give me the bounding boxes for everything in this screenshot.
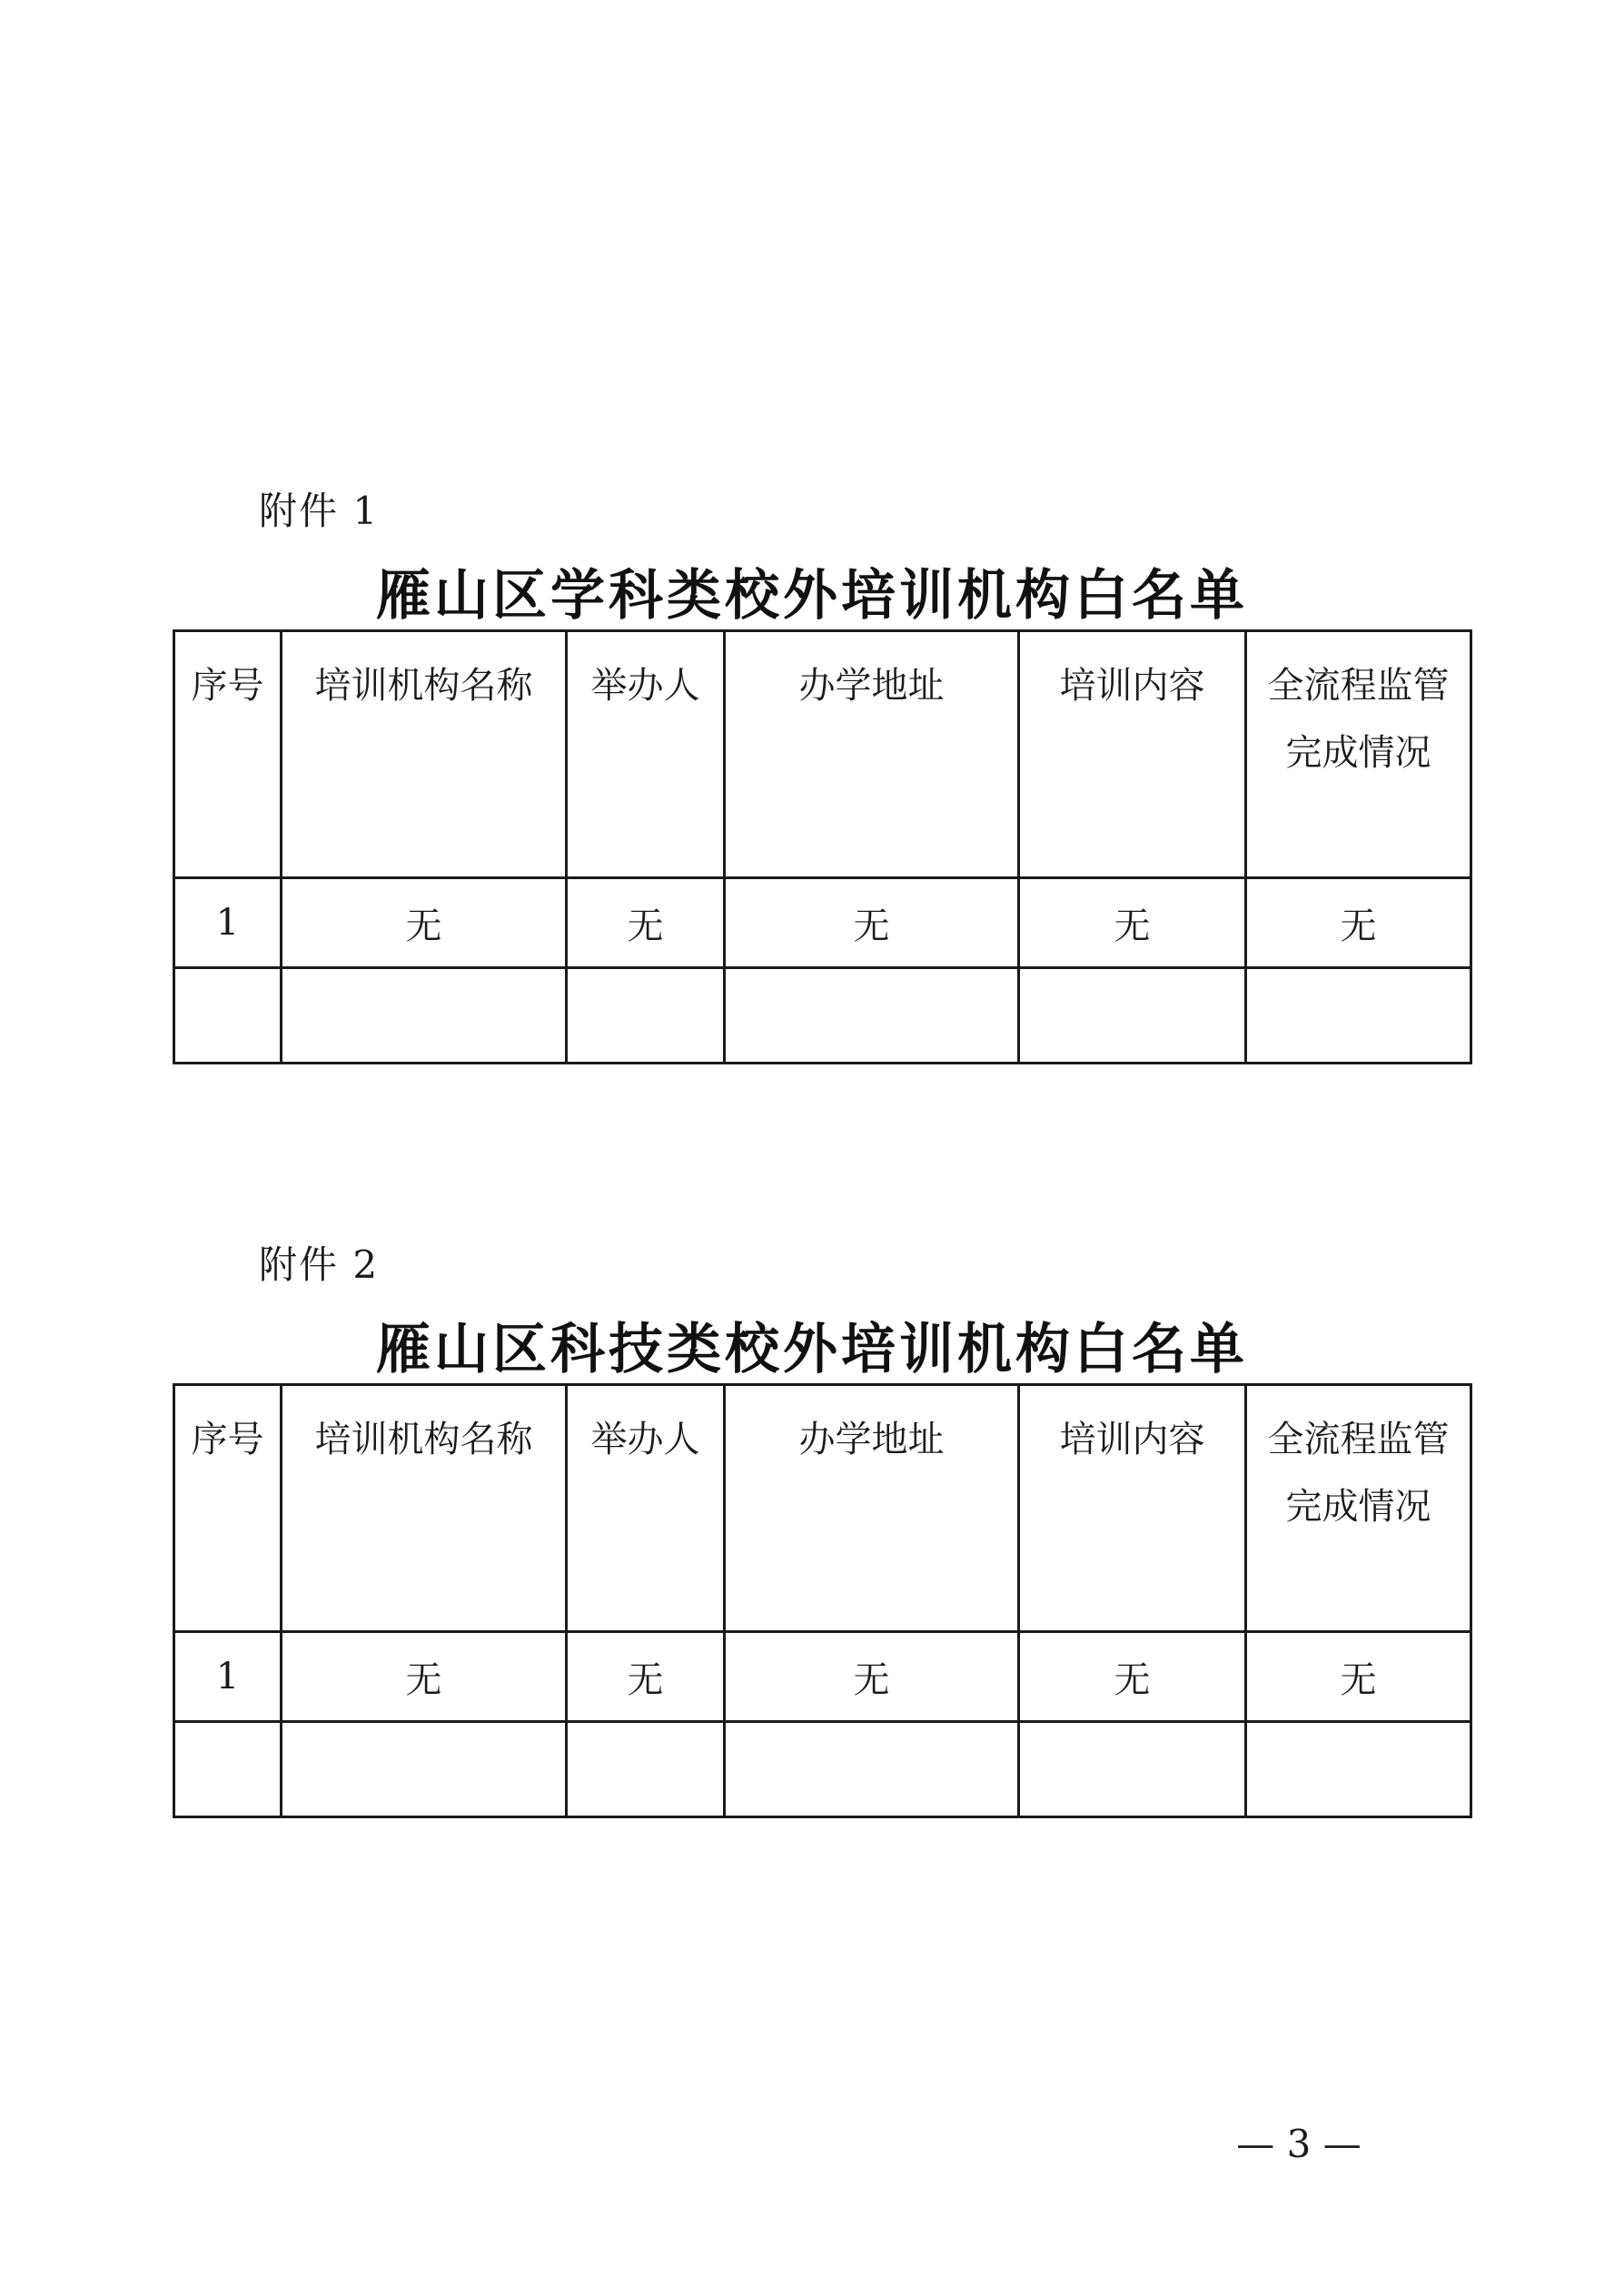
header-organizer: 举办人 <box>567 1385 725 1632</box>
header-supervision-line1: 全流程监管 <box>1267 1419 1450 1460</box>
cell-content <box>1019 1722 1246 1817</box>
whitelist-table-technology <box>173 1383 1472 1818</box>
header-address: 办学地址 <box>725 1385 1019 1632</box>
header-supervision-line2: 完成情况 <box>1285 732 1431 774</box>
table-row <box>174 878 1471 968</box>
header-organizer: 举办人 <box>567 631 725 878</box>
header-content: 培训内容 <box>1019 631 1246 878</box>
cell-supervision <box>1246 1722 1471 1817</box>
header-supervision-line1: 全流程监管 <box>1267 665 1450 707</box>
cell-organizer <box>567 968 725 1064</box>
cell-content: 无 <box>1019 1632 1246 1722</box>
cell-address: 无 <box>725 1632 1019 1722</box>
cell-organizer: 无 <box>567 878 725 968</box>
cell-name: 无 <box>282 878 567 968</box>
table-row <box>174 968 1471 1064</box>
cell-no <box>174 968 282 1064</box>
attachment-1-label: 附件 1 <box>259 489 380 533</box>
header-no: 序号 <box>174 1385 282 1632</box>
cell-no: 1 <box>174 1632 282 1722</box>
header-no: 序号 <box>174 631 282 878</box>
cell-address <box>725 1722 1019 1817</box>
attachment-2-label: 附件 2 <box>259 1242 380 1287</box>
header-address: 办学地址 <box>725 631 1019 878</box>
cell-address <box>725 968 1019 1064</box>
cell-supervision: 无 <box>1246 878 1471 968</box>
page-number: — 3 — <box>1236 2122 1362 2166</box>
cell-supervision <box>1246 968 1471 1064</box>
cell-organizer <box>567 1722 725 1817</box>
header-supervision-line2: 完成情况 <box>1285 1486 1431 1528</box>
cell-name: 无 <box>282 1632 567 1722</box>
cell-name <box>282 1722 567 1817</box>
cell-organizer: 无 <box>567 1632 725 1722</box>
attachment-1-title: 雁山区学科类校外培训机构白名单 <box>376 564 1248 628</box>
cell-address: 无 <box>725 878 1019 968</box>
table-row <box>174 1632 1471 1722</box>
header-content: 培训内容 <box>1019 1385 1246 1632</box>
attachment-2-title: 雁山区科技类校外培训机构白名单 <box>376 1318 1248 1381</box>
header-supervision <box>1246 1385 1471 1632</box>
table-header-row <box>174 631 1471 878</box>
cell-name <box>282 968 567 1064</box>
header-name: 培训机构名称 <box>282 631 567 878</box>
cell-no <box>174 1722 282 1817</box>
header-supervision <box>1246 631 1471 878</box>
header-name: 培训机构名称 <box>282 1385 567 1632</box>
table-header-row <box>174 1385 1471 1632</box>
cell-content: 无 <box>1019 878 1246 968</box>
cell-content <box>1019 968 1246 1064</box>
cell-supervision: 无 <box>1246 1632 1471 1722</box>
whitelist-table-academic <box>173 629 1472 1064</box>
cell-no: 1 <box>174 878 282 968</box>
table-row <box>174 1722 1471 1817</box>
